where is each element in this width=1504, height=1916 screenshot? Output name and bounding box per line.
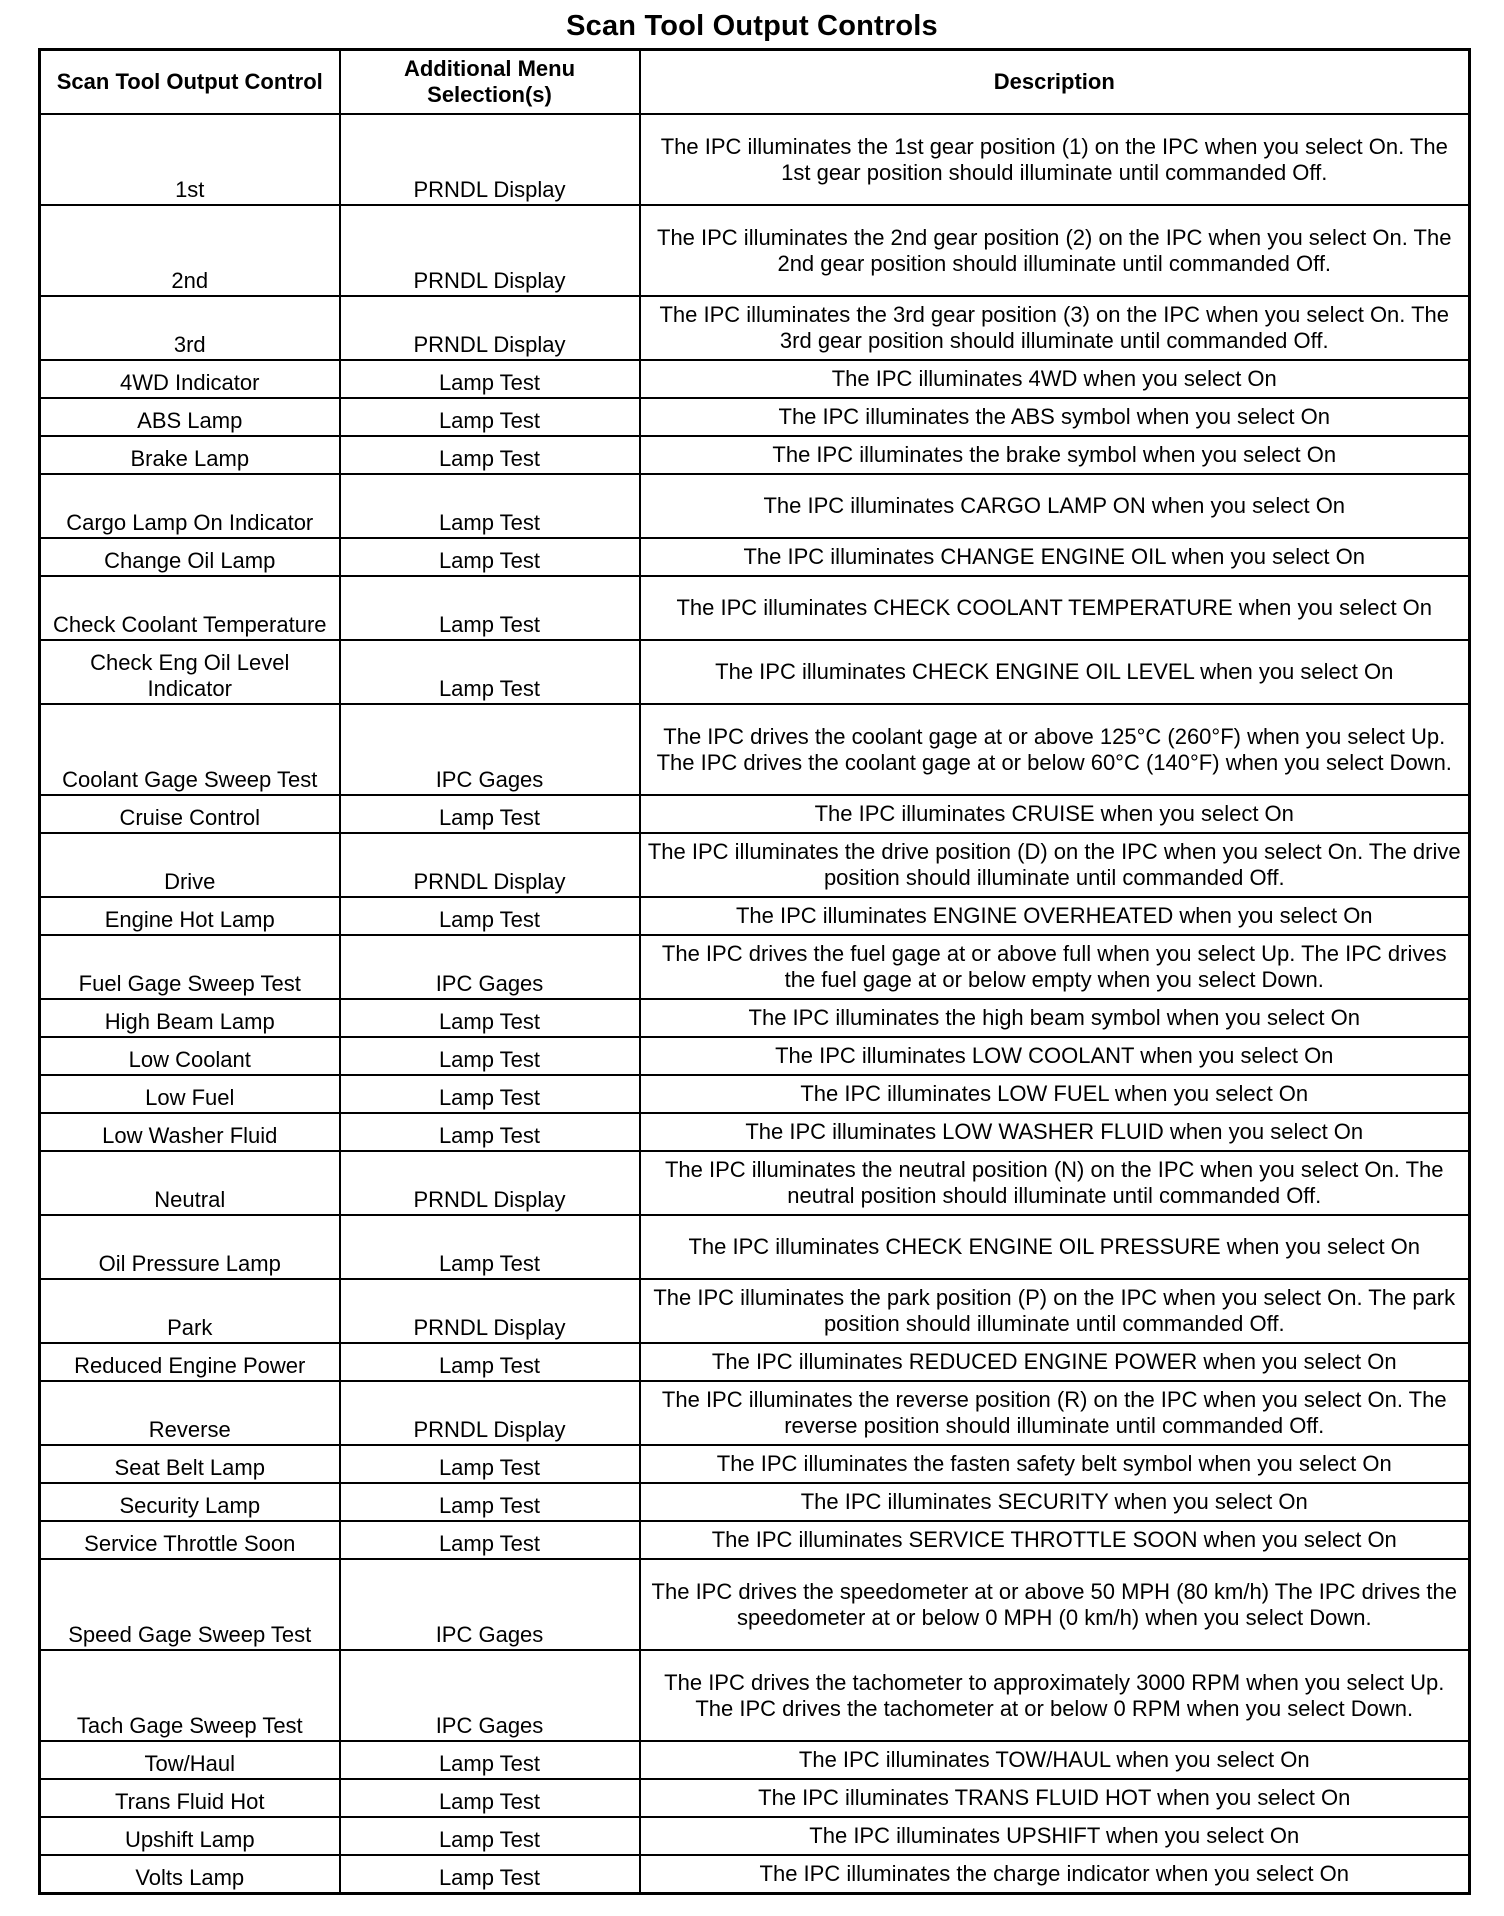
- description-cell: The IPC illuminates the 1st gear position (1) on the IPC when you select On. The 1st gear position should illuminate until commanded Off.: [640, 114, 1470, 205]
- menu-cell: IPC Gages: [340, 1559, 640, 1650]
- description-cell: The IPC illuminates the fasten safety belt symbol when you select On: [640, 1445, 1470, 1483]
- menu-cell: Lamp Test: [340, 1343, 640, 1381]
- control-cell: Security Lamp: [40, 1483, 340, 1521]
- menu-cell: IPC Gages: [340, 1650, 640, 1741]
- control-cell: Check Coolant Temperature: [40, 576, 340, 640]
- description-cell: The IPC illuminates 4WD when you select On: [640, 360, 1470, 398]
- menu-cell: Lamp Test: [340, 436, 640, 474]
- control-cell: 4WD Indicator: [40, 360, 340, 398]
- menu-cell: Lamp Test: [340, 1855, 640, 1894]
- table-row: [40, 1817, 1470, 1855]
- table-row: [40, 114, 1470, 205]
- description-cell: The IPC illuminates LOW WASHER FLUID when you select On: [640, 1113, 1470, 1151]
- table-row: [40, 833, 1470, 897]
- menu-cell: Lamp Test: [340, 398, 640, 436]
- table-row: [40, 576, 1470, 640]
- description-cell: The IPC illuminates the 2nd gear position (2) on the IPC when you select On. The 2nd gear position should illuminate until commanded Off.: [640, 205, 1470, 296]
- table-row: [40, 398, 1470, 436]
- description-cell: The IPC illuminates the charge indicator when you select On: [640, 1855, 1470, 1894]
- table-row: [40, 1741, 1470, 1779]
- menu-cell: Lamp Test: [340, 1113, 640, 1151]
- control-cell: Reduced Engine Power: [40, 1343, 340, 1381]
- menu-cell: Lamp Test: [340, 360, 640, 398]
- table-row: [40, 1381, 1470, 1445]
- description-cell: The IPC illuminates the reverse position (R) on the IPC when you select On. The reverse position should illuminate until commanded Off.: [640, 1381, 1470, 1445]
- menu-cell: Lamp Test: [340, 897, 640, 935]
- control-cell: Low Washer Fluid: [40, 1113, 340, 1151]
- control-cell: High Beam Lamp: [40, 999, 340, 1037]
- menu-cell: Lamp Test: [340, 1741, 640, 1779]
- control-cell: 1st: [40, 114, 340, 205]
- description-cell: The IPC illuminates the ABS symbol when you select On: [640, 398, 1470, 436]
- table-row: [40, 1343, 1470, 1381]
- description-cell: The IPC illuminates the high beam symbol when you select On: [640, 999, 1470, 1037]
- menu-cell: Lamp Test: [340, 538, 640, 576]
- table-row: [40, 935, 1470, 999]
- menu-cell: PRNDL Display: [340, 1279, 640, 1343]
- table-row: [40, 704, 1470, 795]
- description-cell: The IPC illuminates CRUISE when you select On: [640, 795, 1470, 833]
- description-cell: The IPC illuminates ENGINE OVERHEATED when you select On: [640, 897, 1470, 935]
- control-cell: Oil Pressure Lamp: [40, 1215, 340, 1279]
- table-row: [40, 1855, 1470, 1894]
- control-cell: ABS Lamp: [40, 398, 340, 436]
- menu-cell: IPC Gages: [340, 935, 640, 999]
- table-row: [40, 474, 1470, 538]
- menu-cell: Lamp Test: [340, 999, 640, 1037]
- menu-cell: Lamp Test: [340, 1215, 640, 1279]
- table-row: [40, 1151, 1470, 1215]
- table-row: [40, 296, 1470, 360]
- menu-cell: PRNDL Display: [340, 833, 640, 897]
- description-cell: The IPC illuminates the brake symbol when you select On: [640, 436, 1470, 474]
- description-cell: The IPC illuminates TOW/HAUL when you select On: [640, 1741, 1470, 1779]
- menu-cell: Lamp Test: [340, 1483, 640, 1521]
- page-title: Scan Tool Output Controls: [566, 10, 938, 42]
- control-cell: Volts Lamp: [40, 1855, 340, 1894]
- table-row: [40, 640, 1470, 704]
- description-cell: The IPC drives the tachometer to approximately 3000 RPM when you select Up. The IPC drives the tachometer at or below 0 RPM when you select Down.: [640, 1650, 1470, 1741]
- table-row: [40, 1483, 1470, 1521]
- menu-cell: Lamp Test: [340, 1779, 640, 1817]
- menu-cell: Lamp Test: [340, 576, 640, 640]
- table-row: [40, 1215, 1470, 1279]
- control-cell: Check Eng Oil Level Indicator: [40, 640, 340, 704]
- menu-cell: IPC Gages: [340, 704, 640, 795]
- description-cell: The IPC drives the speedometer at or above 50 MPH (80 km/h) The IPC drives the speedometer at or below 0 MPH (0 km/h) when you select Down.: [640, 1559, 1470, 1650]
- control-cell: Service Throttle Soon: [40, 1521, 340, 1559]
- control-cell: Low Fuel: [40, 1075, 340, 1113]
- description-cell: The IPC illuminates the 3rd gear position (3) on the IPC when you select On. The 3rd gear position should illuminate until commanded Off.: [640, 296, 1470, 360]
- description-cell: The IPC illuminates CARGO LAMP ON when you select On: [640, 474, 1470, 538]
- header-menu: Additional Menu Selection(s): [340, 50, 640, 115]
- table-row: [40, 1650, 1470, 1741]
- menu-cell: PRNDL Display: [340, 205, 640, 296]
- menu-cell: Lamp Test: [340, 640, 640, 704]
- menu-cell: Lamp Test: [340, 1075, 640, 1113]
- table-row: [40, 1779, 1470, 1817]
- description-cell: The IPC illuminates the neutral position (N) on the IPC when you select On. The neutral position should illuminate until commanded Off.: [640, 1151, 1470, 1215]
- description-cell: The IPC illuminates LOW COOLANT when you select On: [640, 1037, 1470, 1075]
- control-cell: Brake Lamp: [40, 436, 340, 474]
- control-cell: Speed Gage Sweep Test: [40, 1559, 340, 1650]
- description-cell: The IPC illuminates the park position (P) on the IPC when you select On. The park position should illuminate until commanded Off.: [640, 1279, 1470, 1343]
- table-header-row: [40, 50, 1470, 115]
- menu-cell: Lamp Test: [340, 1817, 640, 1855]
- control-cell: Trans Fluid Hot: [40, 1779, 340, 1817]
- control-cell: Upshift Lamp: [40, 1817, 340, 1855]
- menu-cell: Lamp Test: [340, 1445, 640, 1483]
- menu-cell: PRNDL Display: [340, 1381, 640, 1445]
- control-cell: Drive: [40, 833, 340, 897]
- control-cell: 3rd: [40, 296, 340, 360]
- menu-cell: Lamp Test: [340, 474, 640, 538]
- control-cell: Fuel Gage Sweep Test: [40, 935, 340, 999]
- table-row: [40, 795, 1470, 833]
- control-cell: Tach Gage Sweep Test: [40, 1650, 340, 1741]
- table-row: [40, 897, 1470, 935]
- table-row: [40, 1445, 1470, 1483]
- control-cell: Park: [40, 1279, 340, 1343]
- description-cell: The IPC illuminates the drive position (D) on the IPC when you select On. The drive position should illuminate until commanded Off.: [640, 833, 1470, 897]
- description-cell: The IPC illuminates TRANS FLUID HOT when you select On: [640, 1779, 1470, 1817]
- control-cell: Cruise Control: [40, 795, 340, 833]
- table-row: [40, 538, 1470, 576]
- table-row: [40, 205, 1470, 296]
- menu-cell: PRNDL Display: [340, 114, 640, 205]
- table-row: [40, 436, 1470, 474]
- table-row: [40, 1521, 1470, 1559]
- table-row: [40, 999, 1470, 1037]
- control-cell: Coolant Gage Sweep Test: [40, 704, 340, 795]
- control-cell: Change Oil Lamp: [40, 538, 340, 576]
- description-cell: The IPC drives the fuel gage at or above full when you select Up. The IPC drives the fuel gage at or below empty when you select Down.: [640, 935, 1470, 999]
- menu-cell: Lamp Test: [340, 1521, 640, 1559]
- menu-cell: Lamp Test: [340, 795, 640, 833]
- control-cell: 2nd: [40, 205, 340, 296]
- description-cell: The IPC illuminates REDUCED ENGINE POWER when you select On: [640, 1343, 1470, 1381]
- table-row: [40, 1279, 1470, 1343]
- description-cell: The IPC illuminates CHECK ENGINE OIL PRESSURE when you select On: [640, 1215, 1470, 1279]
- description-cell: The IPC drives the coolant gage at or above 125°C (260°F) when you select Up. The IPC drives the coolant gage at or below 60°C (140°F) when you select Down.: [640, 704, 1470, 795]
- control-cell: Neutral: [40, 1151, 340, 1215]
- control-cell: Seat Belt Lamp: [40, 1445, 340, 1483]
- description-cell: The IPC illuminates UPSHIFT when you select On: [640, 1817, 1470, 1855]
- table-row: [40, 1037, 1470, 1075]
- description-cell: The IPC illuminates CHECK ENGINE OIL LEVEL when you select On: [640, 640, 1470, 704]
- table-row: [40, 360, 1470, 398]
- control-cell: Low Coolant: [40, 1037, 340, 1075]
- menu-cell: Lamp Test: [340, 1037, 640, 1075]
- menu-cell: PRNDL Display: [340, 296, 640, 360]
- description-cell: The IPC illuminates CHANGE ENGINE OIL when you select On: [640, 538, 1470, 576]
- description-cell: The IPC illuminates SERVICE THROTTLE SOON when you select On: [640, 1521, 1470, 1559]
- header-description: Description: [640, 50, 1470, 115]
- control-cell: Tow/Haul: [40, 1741, 340, 1779]
- output-controls-table: [38, 48, 1471, 1895]
- header-control: Scan Tool Output Control: [40, 50, 340, 115]
- table-row: [40, 1559, 1470, 1650]
- description-cell: The IPC illuminates LOW FUEL when you select On: [640, 1075, 1470, 1113]
- description-cell: The IPC illuminates SECURITY when you select On: [640, 1483, 1470, 1521]
- control-cell: Cargo Lamp On Indicator: [40, 474, 340, 538]
- control-cell: Reverse: [40, 1381, 340, 1445]
- table-row: [40, 1075, 1470, 1113]
- description-cell: The IPC illuminates CHECK COOLANT TEMPERATURE when you select On: [640, 576, 1470, 640]
- table-row: [40, 1113, 1470, 1151]
- menu-cell: PRNDL Display: [340, 1151, 640, 1215]
- control-cell: Engine Hot Lamp: [40, 897, 340, 935]
